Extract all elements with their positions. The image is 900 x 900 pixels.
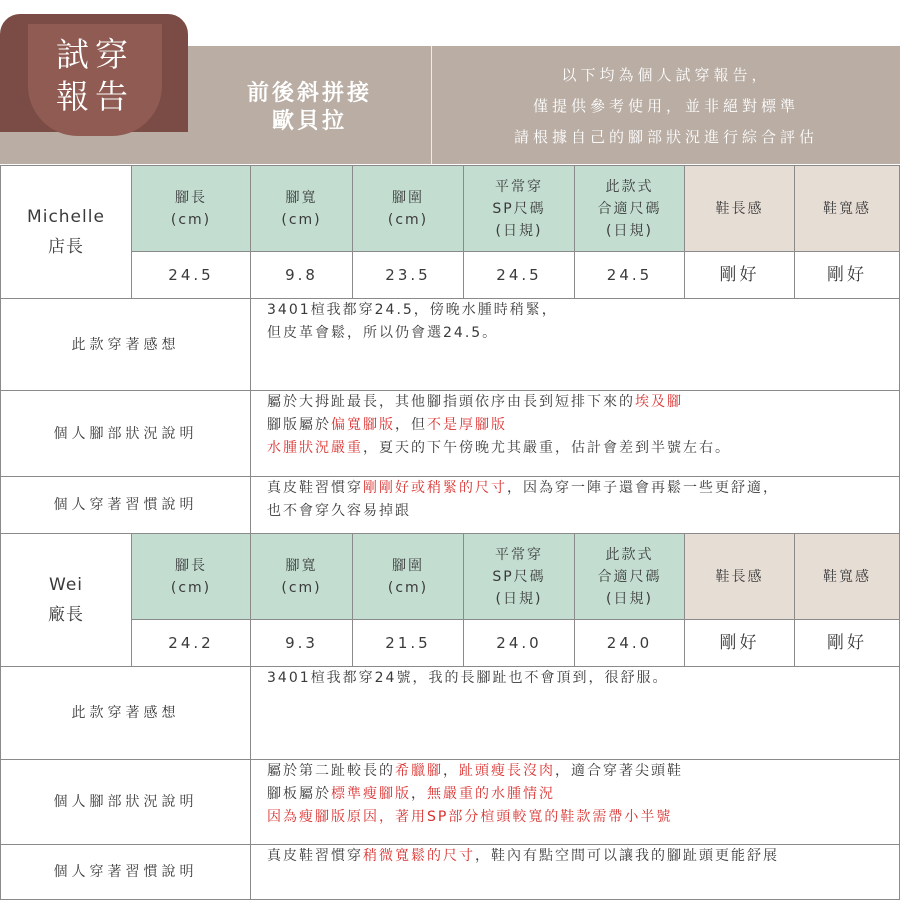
value-foot-length: 24.2	[131, 619, 251, 667]
text-normal: 腳版屬於	[267, 417, 331, 433]
foot-line	[267, 414, 507, 437]
text-normal: 也不會穿久容易掉跟	[267, 503, 411, 519]
header-foot-width	[250, 165, 353, 252]
col-label: 合適尺碼	[597, 568, 662, 585]
col-unit: (cm)	[387, 211, 429, 228]
text-highlight: 水腫狀況嚴重	[267, 440, 363, 456]
text-normal: 真皮鞋習慣穿	[267, 480, 363, 496]
text-highlight: 標準瘦腳版	[331, 786, 411, 802]
reviewer-name: Michelle	[27, 207, 105, 227]
note-line3: 請根據自己的腳部狀況進行綜合評估	[513, 128, 818, 146]
foot-line	[267, 391, 683, 414]
badge-line2: 報告	[56, 77, 134, 116]
reviewer-name-cell	[0, 533, 132, 667]
col-label: 平常穿	[495, 178, 543, 195]
label-foot-condition: 個人腳部狀況說明	[0, 759, 251, 845]
text-normal: ，因為穿一陣子還會再鬆一些更舒適，	[507, 480, 779, 496]
header-fit-size	[574, 165, 685, 252]
header-foot-length	[131, 165, 251, 252]
note-line2: 僅提供參考使用，並非絕對標準	[532, 97, 799, 115]
col-label: 腳長	[175, 189, 207, 206]
wearing-habit-text	[250, 844, 900, 900]
badge-line1: 試穿	[56, 35, 134, 74]
text-normal: 真皮鞋習慣穿	[267, 848, 363, 864]
col-label: 腳寬	[285, 189, 318, 206]
value-usual-size: 24.0	[463, 619, 575, 667]
reviewer-name-cell	[0, 165, 132, 299]
habit-line	[267, 477, 779, 500]
foot-line	[267, 783, 555, 806]
habit-line	[267, 500, 411, 523]
header-usual-size	[463, 165, 575, 252]
text-normal: ，夏天的下午傍晚尤其嚴重，估計會差到半號左右。	[363, 440, 731, 456]
reviewer-name: Wei	[49, 575, 83, 595]
value-foot-length: 24.5	[131, 251, 251, 299]
text-highlight: 因為瘦腳版原因，著用SP部分楦頭較寬的鞋款需帶小半號	[267, 809, 673, 825]
header-usual-size	[463, 533, 575, 620]
text-highlight: 剛剛好或稍緊的尺寸	[363, 480, 507, 496]
col-unit: (日規)	[606, 222, 653, 239]
col-unit: (cm)	[170, 579, 212, 596]
header-length-feel: 鞋長感	[684, 533, 795, 620]
text-normal: ，適合穿著尖頭鞋	[555, 763, 683, 779]
text-highlight: 不是厚腳版	[427, 417, 507, 433]
col-label: 腳長	[175, 557, 207, 574]
text-normal: 腳板屬於	[267, 786, 331, 802]
text-normal: ，	[411, 786, 427, 802]
value-foot-width: 9.3	[250, 619, 353, 667]
habit-line	[267, 845, 779, 868]
label-wearing-habit: 個人穿著習慣說明	[0, 844, 251, 900]
text-highlight: 無嚴重的水腫情況	[427, 786, 555, 802]
label-impression: 此款穿著感想	[0, 298, 251, 391]
product-line2: 歐貝拉	[271, 109, 347, 134]
value-foot-girth: 21.5	[352, 619, 464, 667]
value-usual-size: 24.5	[463, 251, 575, 299]
impression-line: 3401楦我都穿24號，我的長腳趾也不會頂到，很舒服。	[267, 670, 669, 686]
impression-line: 但皮革會鬆，所以仍會選24.5。	[267, 325, 499, 341]
value-width-feel: 剛好	[794, 251, 900, 299]
foot-line	[267, 437, 731, 460]
foot-line	[267, 760, 683, 783]
report-badge	[28, 24, 162, 136]
value-foot-width: 9.8	[250, 251, 353, 299]
col-label: 腳寬	[285, 557, 318, 574]
col-label: 腳圍	[392, 557, 424, 574]
col-unit: (cm)	[281, 211, 322, 228]
value-fit-size: 24.5	[574, 251, 685, 299]
header-foot-width	[250, 533, 353, 620]
col-unit: (日規)	[606, 590, 653, 607]
col-unit: (日規)	[495, 590, 543, 607]
text-highlight: 稍微寬鬆的尺寸	[363, 848, 475, 864]
col-unit: (cm)	[387, 579, 429, 596]
header-width-feel: 鞋寬感	[794, 165, 900, 252]
text-normal: ，	[443, 763, 459, 779]
value-length-feel: 剛好	[684, 619, 795, 667]
col-label: 腳圍	[392, 189, 424, 206]
header-foot-length	[131, 533, 251, 620]
header-width-feel: 鞋寬感	[794, 533, 900, 620]
impression-line: 3401楦我都穿24.5，傍晚水腫時稍緊，	[267, 302, 558, 318]
impression-text	[250, 666, 900, 760]
product-line1: 前後斜拼接	[246, 81, 372, 106]
text-normal: 屬於第二趾較長的	[267, 763, 395, 779]
header-fit-size	[574, 533, 685, 620]
note-line1: 以下均為個人試穿報告，	[561, 66, 771, 84]
header-foot-girth	[352, 165, 464, 252]
impression-text	[250, 298, 900, 391]
value-fit-size: 24.0	[574, 619, 685, 667]
text-highlight: 偏寬腳版	[331, 417, 395, 433]
text-normal: ，鞋內有點空間可以讓我的腳趾頭更能舒展	[475, 848, 779, 864]
col-unit: (日規)	[495, 222, 543, 239]
col-label: SP尺碼	[492, 200, 546, 217]
text-highlight: 希臘腳	[395, 763, 443, 779]
label-wearing-habit: 個人穿著習慣說明	[0, 476, 251, 534]
col-unit: (cm)	[281, 579, 322, 596]
col-label: 此款式	[605, 546, 654, 563]
col-label: 平常穿	[495, 546, 543, 563]
label-impression: 此款穿著感想	[0, 666, 251, 760]
header-foot-girth	[352, 533, 464, 620]
reviewer-title: 廠長	[48, 605, 84, 625]
col-label: 合適尺碼	[597, 200, 662, 217]
disclaimer-note	[432, 60, 900, 153]
foot-line	[267, 806, 672, 829]
reviewer-title: 店長	[48, 237, 84, 257]
product-name	[188, 80, 431, 136]
wearing-habit-text	[250, 476, 900, 534]
value-length-feel: 剛好	[684, 251, 795, 299]
header-length-feel: 鞋長感	[684, 165, 795, 252]
text-highlight: 埃及腳	[635, 394, 683, 410]
text-normal: 屬於大拇趾最長，其他腳指頭依序由長到短排下來的	[267, 394, 635, 410]
foot-condition-text	[250, 759, 900, 845]
col-label: SP尺碼	[492, 568, 546, 585]
text-highlight: 趾頭瘦長沒肉	[459, 763, 555, 779]
col-unit: (cm)	[170, 211, 212, 228]
value-width-feel: 剛好	[794, 619, 900, 667]
foot-condition-text	[250, 390, 900, 477]
value-foot-girth: 23.5	[352, 251, 464, 299]
col-label: 此款式	[605, 178, 654, 195]
text-normal: ，但	[395, 417, 427, 433]
label-foot-condition: 個人腳部狀況說明	[0, 390, 251, 477]
